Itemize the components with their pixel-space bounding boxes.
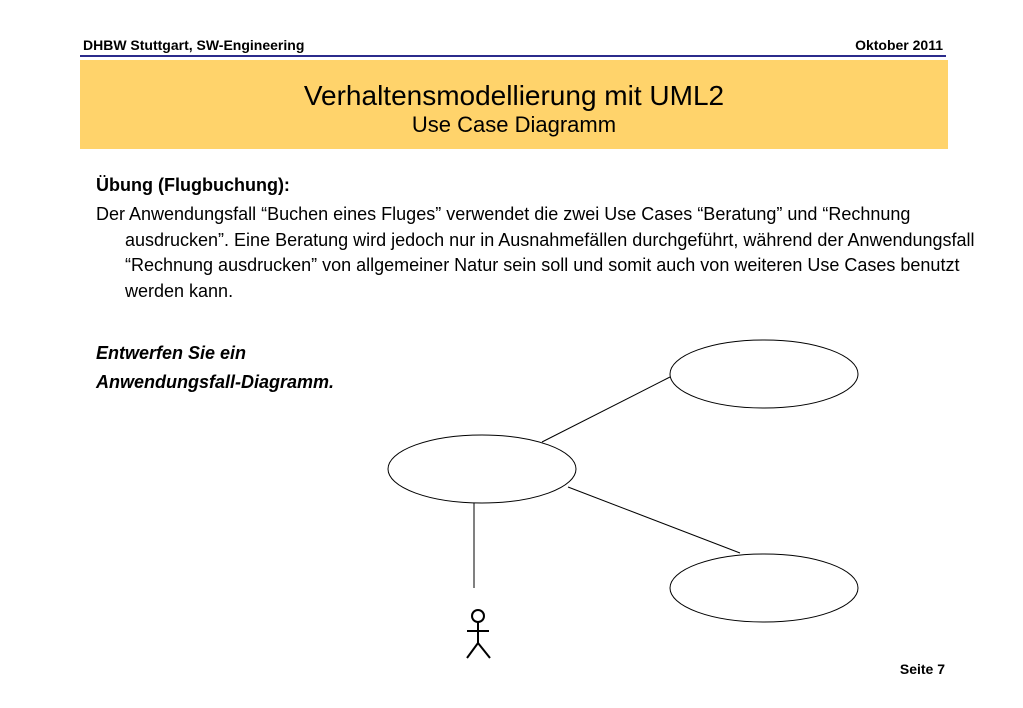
- task-line-2: Anwendungsfall-Diagramm.: [96, 372, 335, 392]
- use-case-bottom-ellipse: [670, 554, 858, 622]
- header-right-date: Oktober 2011: [855, 37, 943, 53]
- task-line-1: Entwerfen Sie ein: [96, 343, 247, 363]
- association-line-top: [542, 377, 670, 442]
- association-line-bottom: [568, 487, 740, 553]
- exercise-heading: Übung (Flugbuchung):: [96, 175, 290, 195]
- slide-title: Verhaltensmodellierung mit UML2: [303, 80, 725, 111]
- page-number: Seite 7: [899, 661, 945, 677]
- use-case-top-ellipse: [670, 340, 858, 408]
- header-left-text: DHBW Stuttgart, SW-Engineering: [83, 37, 305, 53]
- slide-subtitle: Use Case Diagramm: [411, 112, 617, 137]
- use-case-center-ellipse: [388, 435, 576, 503]
- actor-stick-figure-icon: [467, 610, 490, 658]
- exercise-text: Der Anwendungsfall “Buchen eines Fluges” verwendet die zwei Use Cases “Beratung” und “Rechnung ausdrucken”. Eine Beratung wird jedoch nur in Ausnahmefällen durchgeführt, während der Anwendungsfall “Rechnung ausdrucken” von allgemeiner Natur sein soll und somit auch von weiteren Use Cases benutzt werden kann.: [96, 204, 975, 301]
